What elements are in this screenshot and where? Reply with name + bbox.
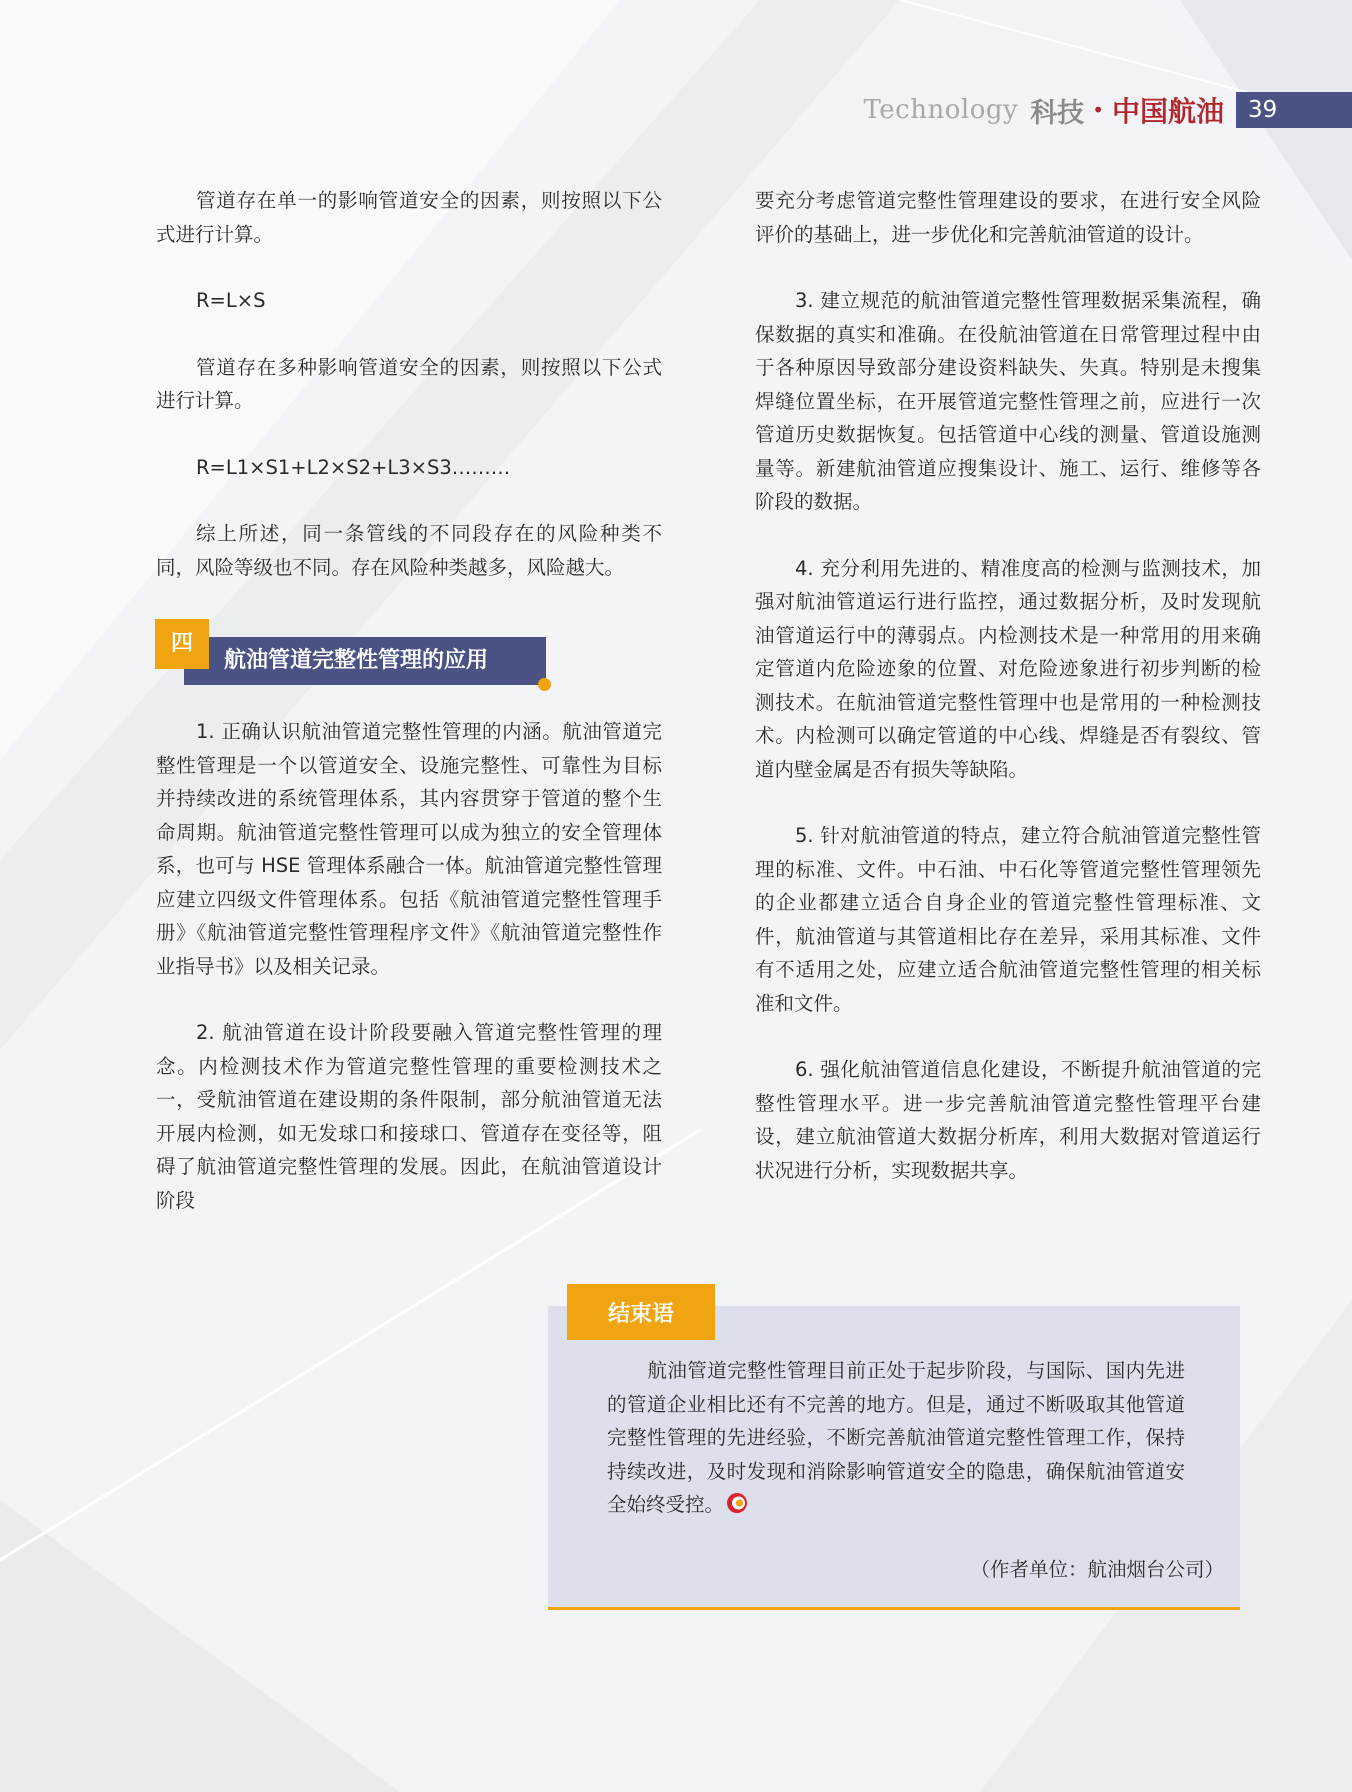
paragraph-multi-factor: 管道存在多种影响管道安全的因素，则按照以下公式进行计算。 [156, 355, 662, 412]
section-heading [155, 619, 662, 679]
formula-single: R=L×S [196, 289, 266, 312]
header-brand: 中国航油 [1111, 95, 1224, 128]
paragraph-single-factor: 管道存在单一的影响管道安全的因素，则按照以下公式进行计算。 [156, 189, 662, 246]
header-tech-cn-label: 科技 [1030, 97, 1085, 129]
right-column [755, 184, 1261, 1187]
conclusion-body: 航油管道完整性管理目前正处于起步阶段，与国际、国内先进的管道企业相比还有不完善的地方。但是，通过不断吸取其他管道完整性管理的先进经验，不断完善航油管道完整性管理工作，保持持续改进，及时发现和消除影响管道安全的隐患，确保航油管道安全始终受控。 [607, 1359, 1185, 1516]
formula-multi: R=L1×S1+L2×S2+L3×S3……… [196, 455, 511, 479]
conclusion-underline [548, 1607, 1240, 1610]
conclusion-title: 结束语 [567, 1284, 715, 1340]
header-technology-label: Technology [863, 95, 1019, 125]
section-title: 航油管道完整性管理的应用 [184, 637, 546, 685]
page-header [863, 92, 1352, 128]
list-item-4: 4. 充分利用先进的、精准度高的检测与监测技术，加强对航油管道运行进行监控，通过数据分析，及时发现航油管道运行中的薄弱点。内检测技术是一种常用的用来确定管道内危险迹象的位置、对危险迹象进行初步判断的检测技术。在航油管道完整性管理中也是常用的一种检测技术。内检测可以确定管道的中心线、焊缝是否有裂纹、管道内壁金属是否有损失等缺陷。 [755, 556, 1261, 781]
conclusion-text [607, 1354, 1185, 1522]
header-dot: • [1092, 98, 1104, 122]
list-item-2-continued: 要充分考虑管道完整性管理建设的要求，在进行安全风险评价的基础上，进一步优化和完善航油管道的设计。 [755, 189, 1261, 246]
list-item-6: 6. 强化航油管道信息化建设，不断提升航油管道的完整性管理水平。进一步完善航油管道完整性管理平台建设，建立航油管道大数据分析库，利用大数据对管道运行状况进行分析，实现数据共享。 [755, 1058, 1261, 1182]
page-number: 39 [1236, 92, 1352, 128]
list-item-5: 5. 针对航油管道的特点，建立符合航油管道完整性管理的标准、文件。中石油、中石化等管道完整性管理领先的企业都建立适合自身企业的管道完整性管理标准、文件，航油管道与其管道相比存在差异，采用其标准、文件有不适用之处，应建立适合航油管道完整性管理的相关标准和文件。 [755, 824, 1261, 1015]
section-number: 四 [155, 619, 209, 669]
section-dot-ornament [538, 678, 551, 691]
list-item-3: 3. 建立规范的航油管道完整性管理数据采集流程，确保数据的真实和准确。在役航油管道在日常管理过程中由于各种原因导致部分建设资料缺失、失真。特别是未搜集焊缝位置坐标，在开展管道完整性管理之前，应进行一次管道历史数据恢复。包括管道中心线的测量、管道设施测量等。新建航油管道应搜集设计、施工、运行、维修等各阶段的数据。 [755, 289, 1261, 513]
china-aviation-oil-logo-icon [726, 1492, 748, 1514]
left-column [156, 184, 662, 1217]
author-affiliation: （作者单位：航油烟台公司） [970, 1558, 1224, 1581]
list-item-1: 1. 正确认识航油管道完整性管理的内涵。航油管道完整性管理是一个以管道安全、设施完整性、可靠性为目标并持续改进的系统管理体系，其内容贯穿于管道的整个生命周期。航油管道完整性管理可以成为独立的安全管理体系，也可与 HSE 管理体系融合一体。航油管道完整性管理应建立四级文件管理体系。包括《航油管道完整性管理手册》《航油管道完整性管理程序文件》《航油管道完整性作业指导书》以及相关记录。 [156, 720, 662, 978]
paragraph-summary: 综上所述，同一条管线的不同段存在的风险种类不同，风险等级也不同。存在风险种类越多，风险越大。 [156, 522, 662, 579]
list-item-2: 2. 航油管道在设计阶段要融入管道完整性管理的理念。内检测技术作为管道完整性管理的重要检测技术之一，受航油管道在建设期的条件限制，部分航油管道无法开展内检测，如无发球口和接球口、管道存在变径等，阻碍了航油管道完整性管理的发展。因此，在航油管道设计阶段 [156, 1021, 662, 1212]
